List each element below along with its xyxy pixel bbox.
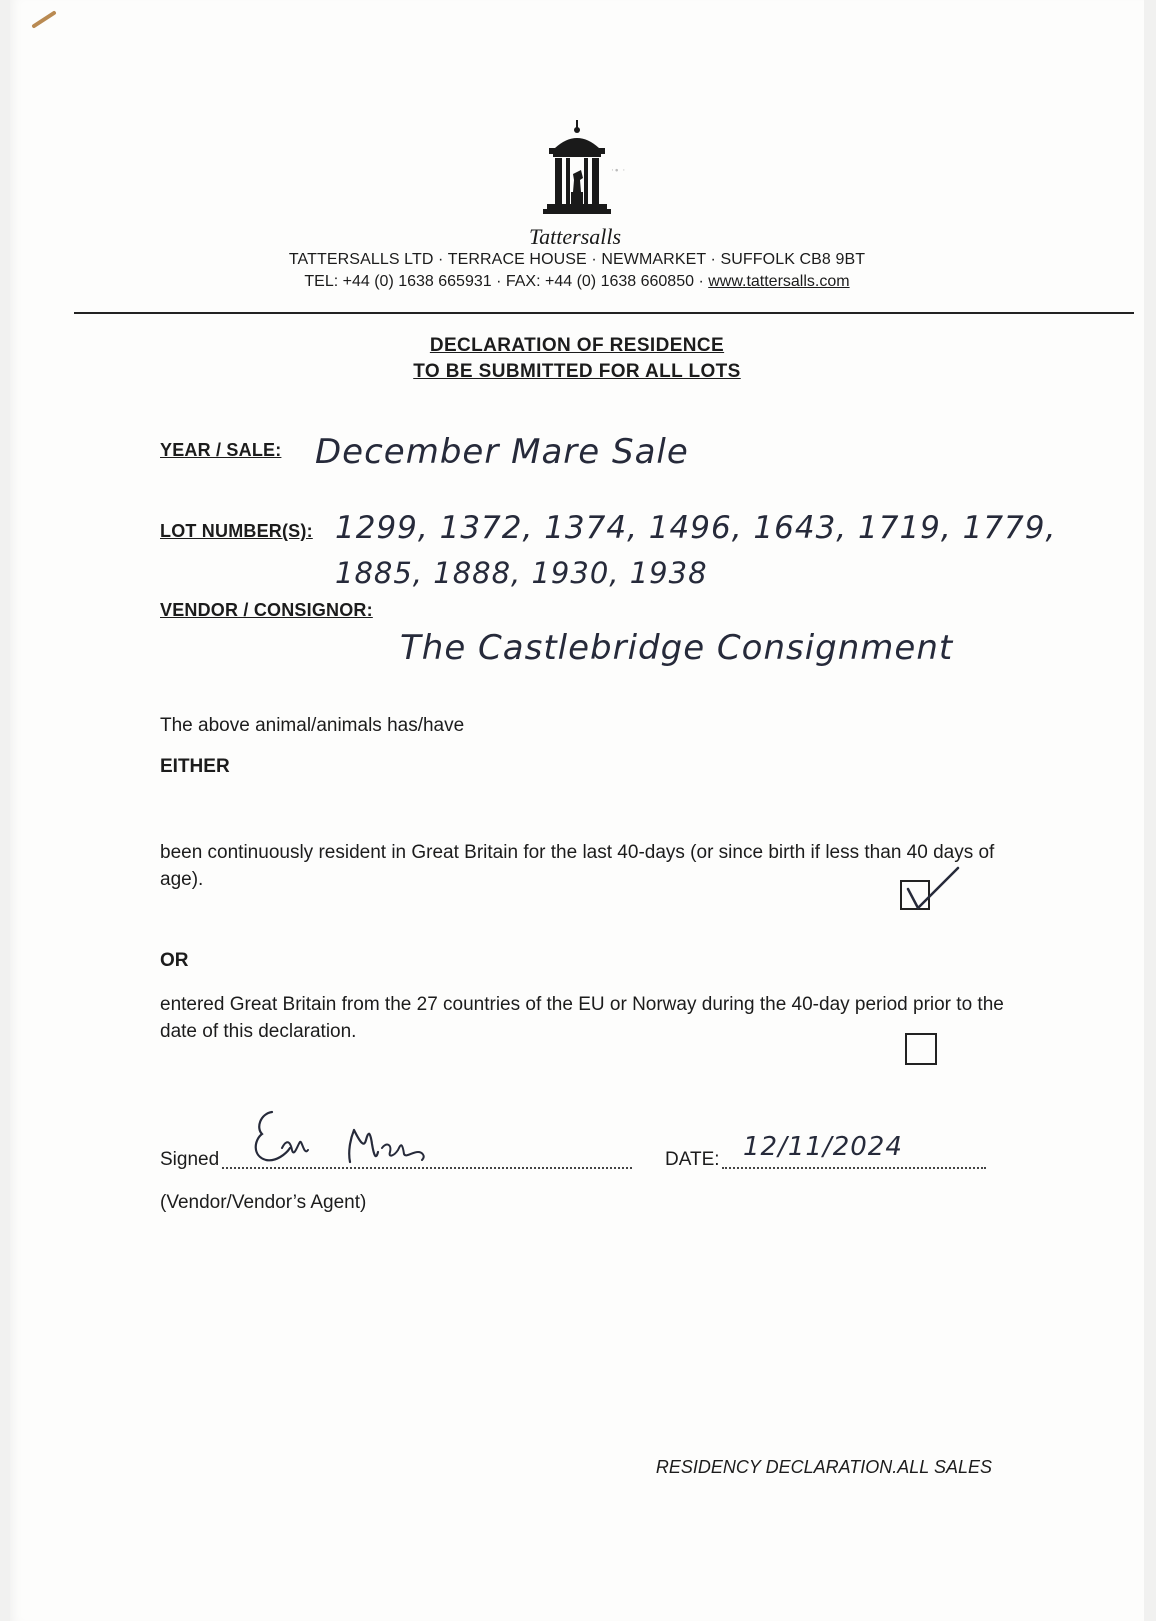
company-address: TATTERSALLS LTD · TERRACE HOUSE · NEWMARKET · SUFFOLK CB8 9BT [288, 251, 866, 268]
lot-numbers-label: LOT NUMBER(S): [160, 521, 313, 541]
vendor-agent-note: (Vendor/Vendor’s Agent) [160, 1192, 367, 1213]
signed-label: Signed [160, 1149, 220, 1170]
company-contact [10, 273, 1144, 291]
document-page [10, 0, 1144, 1621]
header-divider [74, 312, 1134, 314]
vendor-label: VENDOR / CONSIGNOR: [160, 600, 373, 620]
lot-numbers-line-2[interactable]: 1885, 1888, 1930, 1938 [335, 556, 708, 590]
form-subtitle: TO BE SUBMITTED FOR ALL LOTS [413, 361, 741, 382]
option-2-checkbox[interactable] [905, 1033, 937, 1065]
year-sale-label: YEAR / SALE: [160, 440, 282, 460]
declaration-intro: The above animal/animals has/have [160, 715, 465, 736]
form-title: DECLARATION OF RESIDENCE [429, 335, 725, 356]
date-value[interactable]: 12/11/2024 [743, 1132, 903, 1162]
checkmark-icon [898, 864, 964, 914]
option-2-text: entered Great Britain from the 27 countries of the EU or Norway during the 40-day period prior to the date of this declaration. [160, 994, 1004, 1042]
handwritten-signature-icon[interactable] [242, 1100, 442, 1170]
svg-text:·∙ ·: ·∙ · [611, 166, 626, 176]
website-link[interactable]: www.tattersalls.com [708, 273, 850, 290]
option-1-text: been continuously resident in Great Britain for the last 40-days (or since birth if less than 40 days of age). [160, 842, 995, 890]
contact-phone-fax: TEL: +44 (0) 1638 665931 · FAX: +44 (0) 1638 660850 · [304, 273, 709, 290]
tattersalls-rotunda-logo-icon [533, 118, 653, 222]
logo-wordmark: Tattersalls [528, 224, 622, 249]
or-heading: OR [160, 950, 189, 971]
year-sale-value[interactable]: December Mare Sale [315, 432, 689, 472]
form-reference: RESIDENCY DECLARATION.ALL SALES [655, 1457, 992, 1477]
either-heading: EITHER [160, 756, 230, 777]
date-line [722, 1167, 986, 1169]
pencil-mark-icon [30, 8, 60, 30]
date-label: DATE: [665, 1149, 720, 1170]
lot-numbers-line-1[interactable]: 1299, 1372, 1374, 1496, 1643, 1719, 1779, [335, 510, 1057, 546]
vendor-value[interactable]: The Castlebridge Consignment [400, 628, 954, 668]
